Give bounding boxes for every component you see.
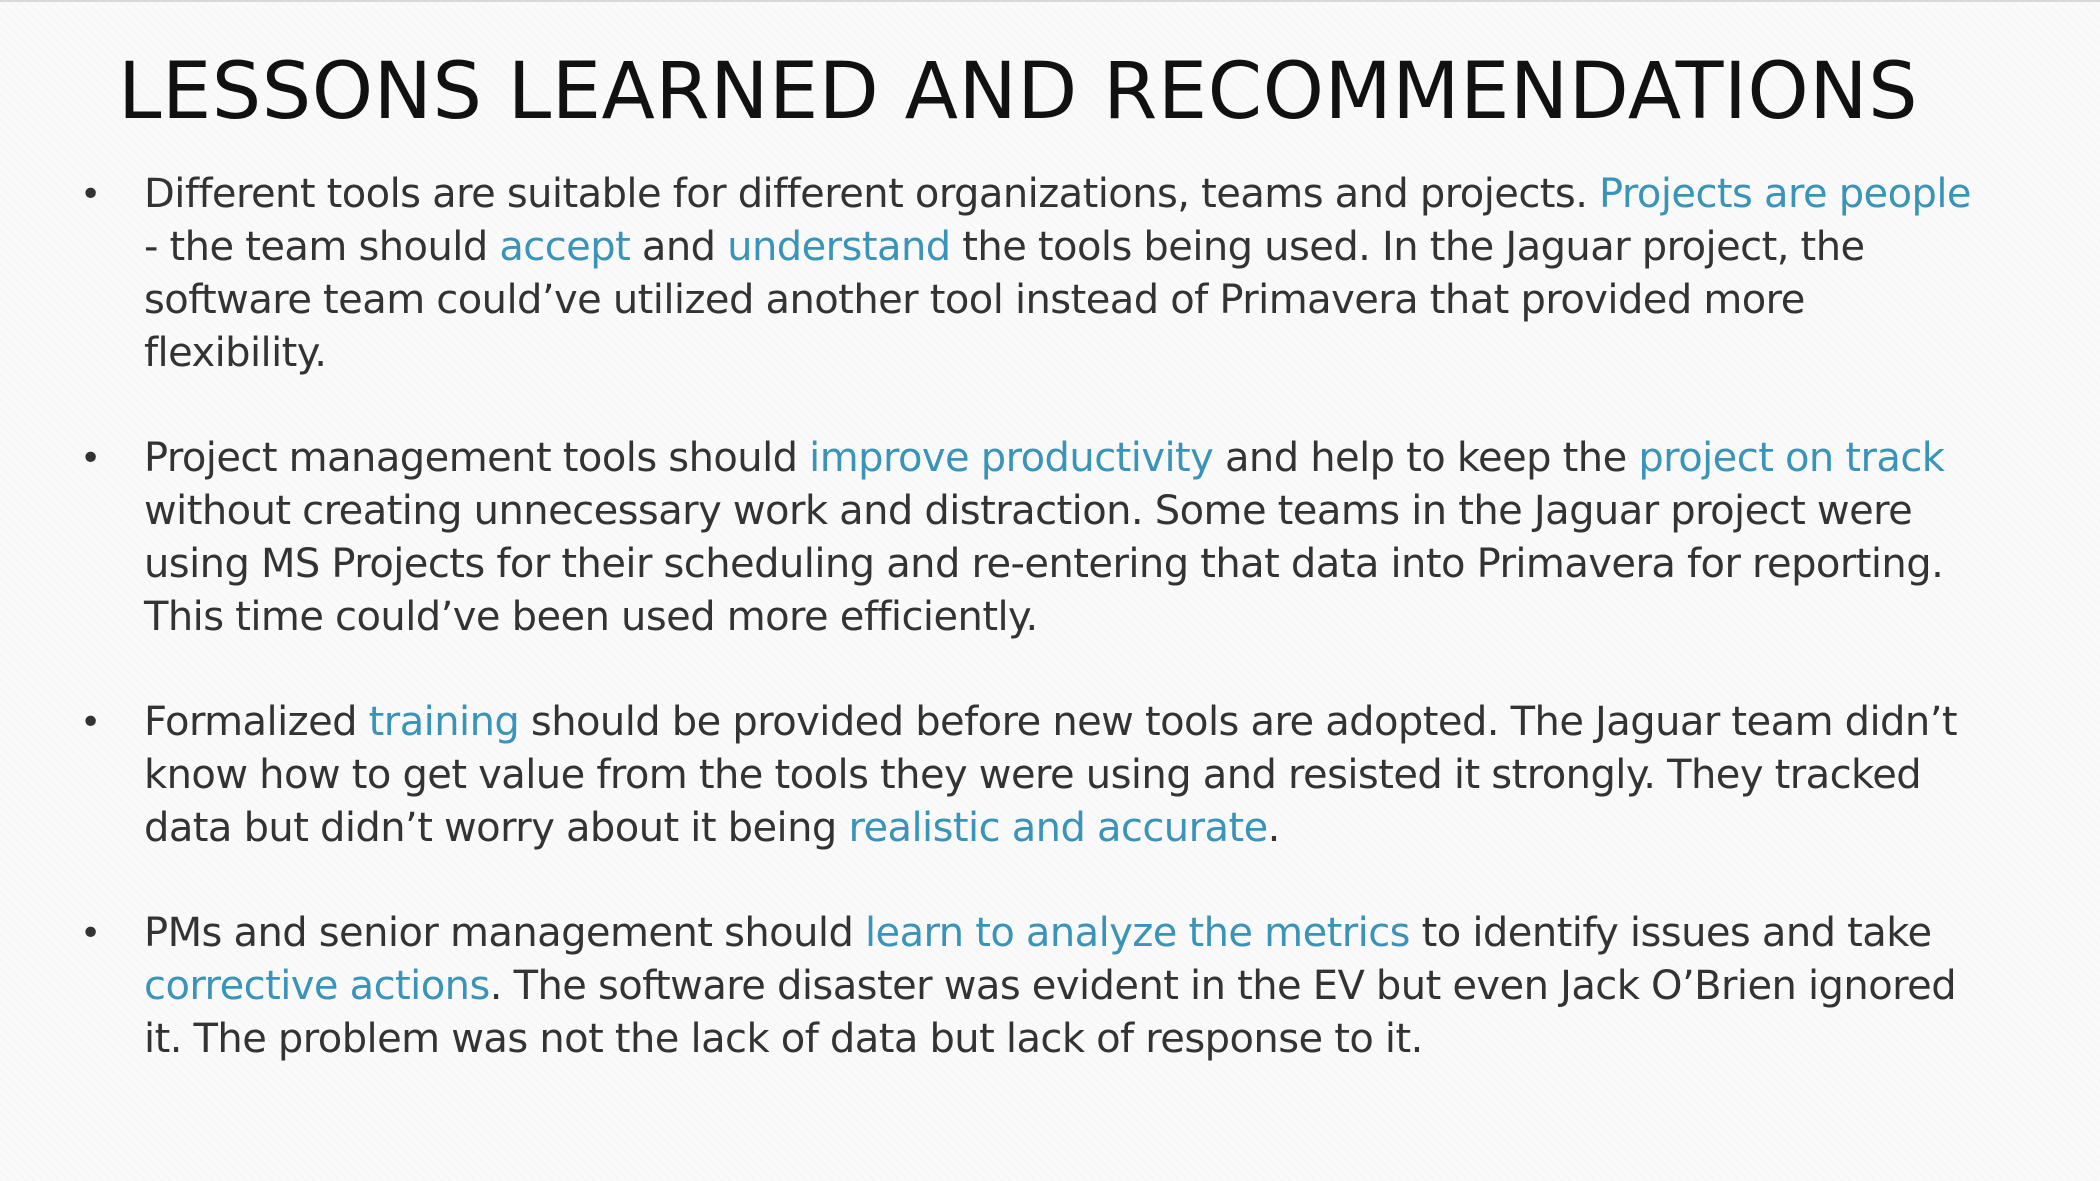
bullet-item	[0, 907, 2100, 1066]
text-segment: PMs and senior management should	[144, 910, 865, 956]
bullet-text	[144, 432, 1974, 644]
text-segment: Project management tools should	[144, 435, 810, 481]
text-segment: . The software disaster was evident in the EV but even Jack O’Brien ignored it. The problem was not the lack of data but lack of response to it.	[144, 963, 1957, 1062]
highlighted-text: accept	[499, 224, 631, 270]
bullet-marker: •	[80, 913, 102, 954]
text-segment: and	[630, 224, 728, 270]
bullet-item	[0, 696, 2100, 855]
bullet-marker: •	[80, 438, 102, 479]
slide-title: LESSONS LEARNED AND RECOMMENDATIONS	[118, 47, 1919, 137]
bullet-list	[0, 168, 2100, 1118]
bullet-marker: •	[80, 174, 102, 215]
highlighted-text: realistic and accurate	[848, 805, 1268, 851]
bullet-item	[0, 432, 2100, 644]
highlighted-text: improve productivity	[809, 435, 1214, 481]
text-segment: Different tools are suitable for different organizations, teams and projects.	[144, 171, 1600, 217]
text-segment: Formalized	[144, 699, 369, 745]
text-segment: the tools being used. In the Jaguar project, the software team could’ve utilized another tool instead of Primavera that provided more flexibility.	[144, 224, 1865, 376]
bullet-text	[144, 696, 1974, 855]
highlighted-text: understand	[727, 224, 951, 270]
text-segment: and help to keep the	[1213, 435, 1639, 481]
highlighted-text: project on track	[1638, 435, 1945, 481]
highlighted-text: learn to analyze the metrics	[864, 910, 1410, 956]
text-segment: should be provided before new tools are adopted. The Jaguar team didn’t know how to get value from the tools they were using and resisted it strongly. They tracked data but didn’t worry about it being	[144, 699, 1957, 851]
text-segment: without creating unnecessary work and distraction. Some teams in the Jaguar project were using MS Projects for their scheduling and re-entering that data into Primavera for reporting. This time could’ve been used more efficiently.	[144, 488, 1944, 640]
top-divider	[0, 0, 2100, 2]
text-segment: - the team should	[144, 224, 500, 270]
text-segment: to identify issues and take	[1409, 910, 1932, 956]
bullet-text	[144, 168, 1974, 380]
highlighted-text: Projects are people	[1599, 171, 1971, 217]
bullet-item	[0, 168, 2100, 380]
highlighted-text: corrective actions	[144, 963, 490, 1009]
bullet-marker: •	[80, 702, 102, 743]
highlighted-text: training	[368, 699, 520, 745]
text-segment: .	[1267, 805, 1280, 851]
bullet-text	[144, 907, 1974, 1066]
